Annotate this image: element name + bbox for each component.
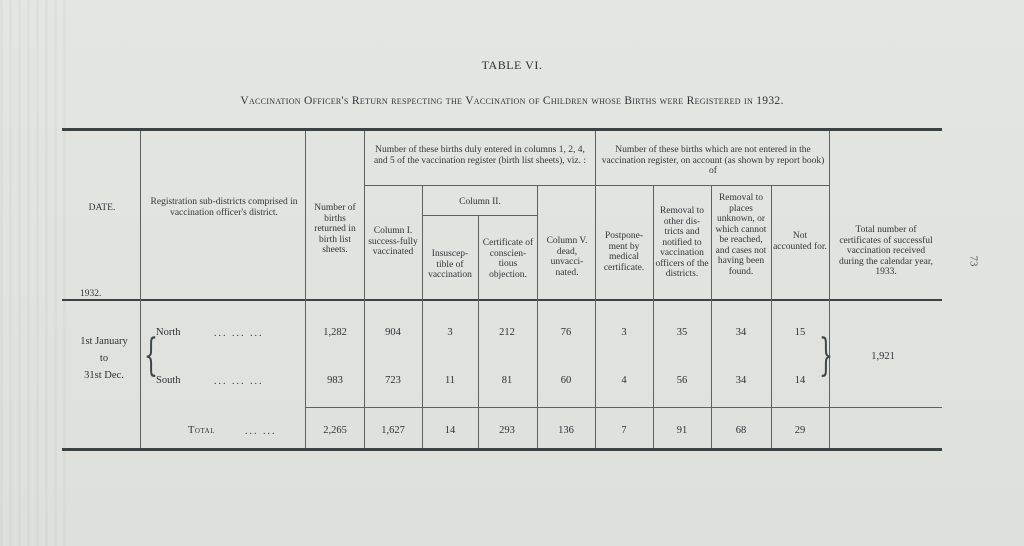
total-row-label: Total [188, 425, 216, 436]
header-entered-group: Number of these births duly entered in columns 1, 2, 4, and 5 of the vaccination register (birth list sheets), viz. : [373, 145, 587, 166]
north-removal-unknown: 34 [735, 327, 747, 338]
total-row-line [305, 407, 942, 408]
col-divider [537, 186, 538, 448]
total-insusceptible: 14 [444, 425, 456, 436]
column-two-line [422, 215, 537, 216]
district-label-south: South [156, 375, 181, 386]
header-postponement: Postpone-ment by medical certificate. [603, 231, 645, 273]
leader-dots: ... ... ... [214, 328, 264, 339]
header-not-entered-group: Number of these births which are not entered in the vaccination register, on account (as shown by report book) of [601, 145, 825, 176]
header-year: 1932. [80, 289, 102, 299]
col-divider [653, 186, 654, 448]
header-certificate: Certificate of conscien-tious objection. [482, 238, 534, 280]
col-divider [829, 131, 830, 448]
total-certificates-value: 1,921 [871, 351, 895, 362]
header-date: DATE. [88, 203, 116, 213]
north-dead: 76 [560, 327, 572, 338]
total-removal-other: 91 [676, 425, 688, 436]
south-births: 983 [327, 375, 343, 386]
col-divider [305, 131, 306, 448]
header-column-one: Column I. success-fully vaccinated [368, 226, 418, 257]
north-certificate: 212 [499, 327, 515, 338]
top-rule [62, 128, 942, 131]
header-removal-unknown: Removal to places unknown, or which cannot be reached, and cases not having been found. [715, 193, 767, 277]
period-to: to [99, 353, 109, 364]
group-header-line [364, 185, 595, 186]
header-removal-other: Removal to other dis-tricts and notified to vaccination officers of the districts. [655, 206, 709, 279]
north-vaccinated: 904 [385, 327, 401, 338]
leader-dots: ... ... ... [214, 376, 264, 387]
page-number: 73 [967, 255, 980, 267]
group-header-line [595, 185, 829, 186]
right-brace: } [819, 330, 833, 381]
header-births: Number of births returned in birth list sheets. [314, 203, 356, 255]
north-postponement: 3 [621, 327, 627, 338]
period-start: 1st January [80, 336, 128, 347]
show-through-text [0, 0, 70, 546]
north-insusceptible: 3 [447, 327, 453, 338]
total-vaccinated: 1,627 [381, 425, 405, 436]
total-certificate: 293 [499, 425, 515, 436]
south-vaccinated: 723 [385, 375, 401, 386]
total-not-accounted: 29 [794, 425, 806, 436]
north-removal-other: 35 [676, 327, 688, 338]
south-certificate: 81 [501, 375, 513, 386]
table-title: TABLE VI. [481, 58, 543, 72]
total-dead: 136 [558, 425, 574, 436]
total-births: 2,265 [323, 425, 347, 436]
header-column-two: Column II. [459, 197, 501, 207]
header-not-accounted: Not accounted for. [773, 231, 827, 252]
district-label-north: North [156, 327, 181, 338]
table-caption: Vaccination Officer's Return respecting the Vaccination of Children whose Births were Registered in 1932. [240, 95, 784, 107]
south-insusceptible: 11 [444, 375, 456, 386]
left-brace: { [144, 330, 158, 381]
header-bottom-rule [62, 299, 942, 301]
south-not-accounted: 14 [794, 375, 806, 386]
col-divider [364, 131, 365, 448]
header-insusceptible: Insuscep-tible of vaccination [428, 249, 472, 280]
south-dead: 60 [560, 375, 572, 386]
col-divider [595, 131, 596, 448]
header-column-five: Column V. dead, unvacci-nated. [546, 236, 588, 278]
header-districts: Registration sub-districts comprised in vaccination officer's district. [150, 197, 298, 218]
north-not-accounted: 15 [794, 327, 806, 338]
header-total-certificates: Total number of certificates of successful vaccination received during the calendar year, 1933. [838, 225, 934, 277]
period-end: 31st Dec. [84, 370, 124, 381]
col-divider [711, 186, 712, 448]
north-births: 1,282 [323, 327, 347, 338]
total-postponement: 7 [621, 425, 627, 436]
col-divider [422, 186, 423, 448]
col-divider [771, 186, 772, 448]
bottom-rule [62, 448, 942, 451]
south-postponement: 4 [621, 375, 627, 386]
leader-dots: ... ... [245, 426, 277, 437]
south-removal-unknown: 34 [735, 375, 747, 386]
total-removal-unknown: 68 [735, 425, 747, 436]
col-divider [140, 131, 141, 448]
south-removal-other: 56 [676, 375, 688, 386]
